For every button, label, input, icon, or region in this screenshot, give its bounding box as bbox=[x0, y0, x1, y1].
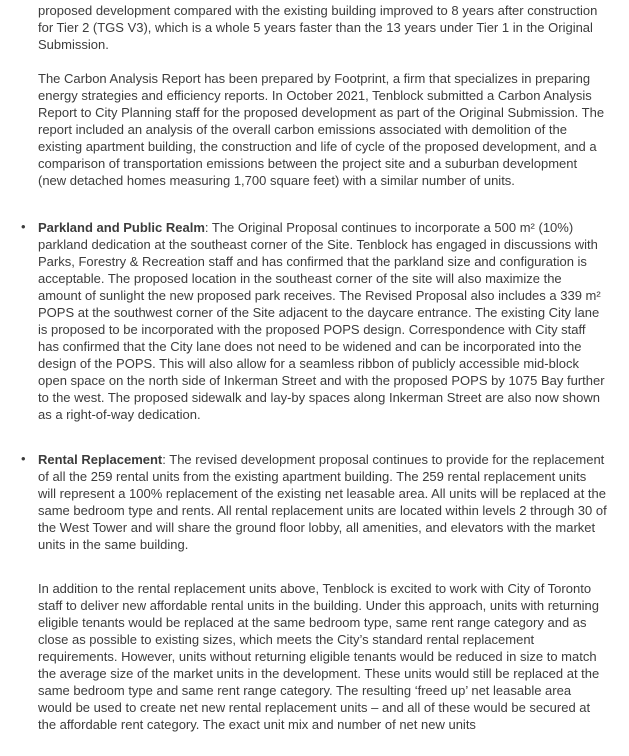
bullet-parkland-paragraph bbox=[38, 219, 607, 423]
bullet-body-rental: : The revised development proposal continues to provide for the replacement of all the 259 rental units from the existing apartment building. The 259 rental replacement units will represent a 100% replacement of the existing net leasable area. All units will be replaced at the same bedroom type and rents. All rental replacement units are located within levels 2 through 30 of the West Tower and will share the ground floor lobby, all amenities, and elevators with the market units in the same building. bbox=[38, 452, 607, 552]
paragraph-rental-continuation: In addition to the rental replacement units above, Tenblock is excited to work with City of Toronto staff to deliver new affordable rental units in the building. Under this approach, units with returning eligible tenants would be replaced at the same bedroom type, same rent range category and as close as possible to existing sizes, which meets the City’s standard rental replacement requirements. However, units without returning eligible tenants would be reduced in size to match the average size of the market units in the development. These units would still be replaced at the same bedroom type and same rent range category. The resulting ‘freed up’ net leasable area would be used to create net new rental replacement units – and all of these would be secured at the affordable rent category. The exact unit mix and number of net new units bbox=[38, 581, 600, 732]
bullet-item-parkland bbox=[21, 219, 607, 423]
bullet-item-rental bbox=[21, 451, 607, 733]
bullet-list bbox=[21, 219, 607, 733]
bullet-body-parkland: : The Original Proposal continues to incorporate a 500 m² (10%) parkland dedication at the southeast corner of the Site. Tenblock has engaged in discussions with Parks, Forestry & Recreation staff and has confirmed that the parkland size and configuration is acceptable. The proposed location in the southeast corner of the site will also maximize the amount of sunlight the new proposed park receives. The Revised Proposal also includes a 339 m² POPS at the southwest corner of the Site adjacent to the daycare entrance. The existing City lane is proposed to be incorporated with the proposed POPS design. Correspondence with City staff has confirmed that the City lane does not need to be widened and can be incorporated into the design of the POPS. This will also allow for a seamless ribbon of publicly accessible mid-block open space on the north side of Inkerman Street and with the proposed POPS by 1075 Bay further to the west. The proposed sidewalk and lay-by spaces along Inkerman Street are also now shown as a right-of-way dedication. bbox=[38, 220, 605, 422]
bullet-heading-parkland: Parkland and Public Realm bbox=[38, 220, 205, 235]
bullet-icon: • bbox=[21, 219, 26, 234]
bullet-icon: • bbox=[21, 451, 26, 466]
bullet-rental-paragraph bbox=[38, 451, 607, 553]
bullet-heading-rental: Rental Replacement bbox=[38, 452, 163, 467]
paragraph-carbon-report: The Carbon Analysis Report has been prepared by Footprint, a firm that specializes in preparing energy strategies and efficiency reports. In October 2021, Tenblock submitted a Carbon Analysis Report to City Planning staff for the proposed development as part of the Original Submission. The report included an analysis of the overall carbon emissions associated with demolition of the existing apartment building, the construction and life of cycle of the proposed development, and a comparison of transportation emissions between the project site and a suburban development (new detached homes measuring 1,700 square feet) with a similar number of units. bbox=[38, 71, 605, 188]
paragraph-tier-comparison: proposed development compared with the existing building improved to 8 years after construction for Tier 2 (TGS V3), which is a whole 5 years faster than the 13 years under Tier 1 in the Original Submission. bbox=[38, 3, 598, 52]
